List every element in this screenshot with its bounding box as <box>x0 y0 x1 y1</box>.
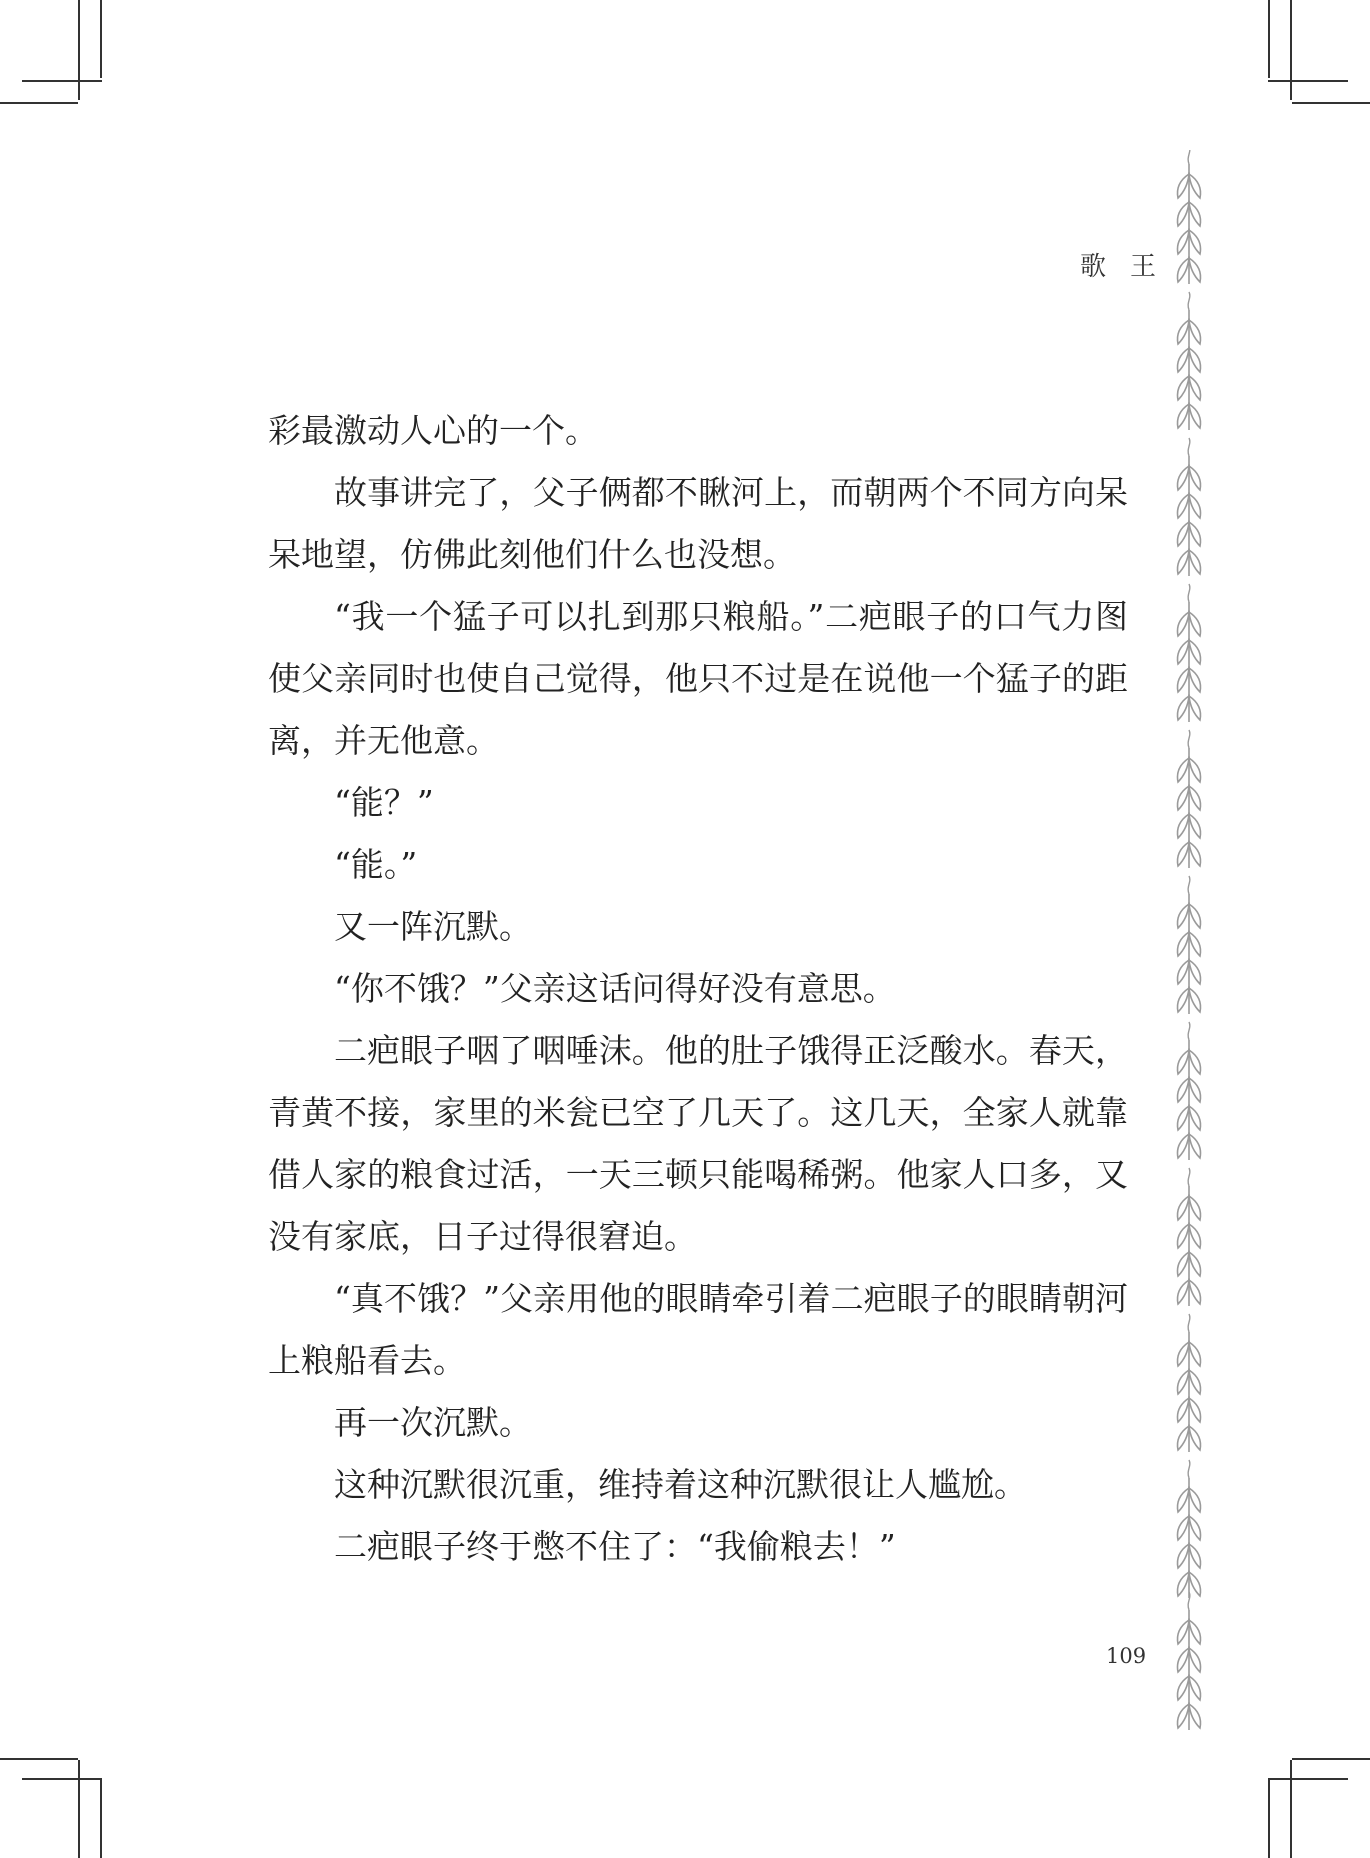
crop-mark-bottom-left-v <box>78 1760 80 1858</box>
paragraph-11: 这种沉默很沉重，维持着这种沉默很让人尴尬。 <box>334 1465 1027 1504</box>
crop-mark-top-left-h <box>22 80 102 82</box>
body-text <box>268 400 1128 1578</box>
page-number: 109 <box>1106 1644 1147 1668</box>
paragraph-6: 又一阵沉默。 <box>334 907 532 946</box>
crop-mark-bottom-left-v2 <box>100 1780 102 1858</box>
crop-mark-bottom-right-h2 <box>1268 1778 1348 1780</box>
paragraph-8: 二疤眼子咽了咽唾沫。他的肚子饿得正泛酸水。春天，青黄不接，家里的米瓮已空了几天了。这几天，全家人就靠借人家的粮食过活，一天三顿只能喝稀粥。他家人口多，又没有家底，日子过得很窘迫。 <box>268 1031 1128 1256</box>
crop-mark-top-right-v2 <box>1290 0 1292 100</box>
crop-mark-bottom-left-h <box>0 1758 78 1760</box>
crop-mark-bottom-right-v2 <box>1268 1780 1270 1858</box>
paragraph-3: “我一个猛子可以扎到那只粮船。”二疤眼子的口气力图使父亲同时也使自己觉得，他只不过是在说他一个猛子的距离，并无他意。 <box>268 597 1128 760</box>
paragraph-5: “能。” <box>334 845 418 884</box>
paragraph-7: “你不饿？”父亲这话问得好没有意思。 <box>334 969 896 1008</box>
paragraph-9: “真不饿？”父亲用他的眼睛牵引着二疤眼子的眼睛朝河上粮船看去。 <box>268 1279 1128 1380</box>
crop-mark-bottom-right-h <box>1292 1758 1370 1760</box>
paragraph-2: 故事讲完了，父子俩都不瞅河上，而朝两个不同方向呆呆地望，仿佛此刻他们什么也没想。 <box>268 473 1128 574</box>
crop-mark-top-left-v <box>100 0 102 78</box>
paragraph-12: 二疤眼子终于憋不住了：“我偷粮去！” <box>334 1527 896 1566</box>
crop-mark-top-left-h2 <box>0 102 78 104</box>
running-head <box>1080 246 1156 283</box>
crop-mark-top-right-h <box>1268 80 1348 82</box>
running-head-char-1: 歌 <box>1080 252 1107 282</box>
crop-mark-bottom-left-h2 <box>22 1778 102 1780</box>
paragraph-1: 彩最激动人心的一个。 <box>268 411 598 450</box>
running-head-char-2: 王 <box>1130 252 1157 282</box>
crop-mark-top-left-v2 <box>78 0 80 100</box>
crop-mark-top-right-v <box>1268 0 1270 78</box>
paragraph-10: 再一次沉默。 <box>334 1403 532 1442</box>
crop-mark-top-right-h2 <box>1292 102 1370 104</box>
leaf-vine-ornament-icon <box>1162 150 1216 1730</box>
crop-mark-bottom-right-v <box>1290 1760 1292 1858</box>
paragraph-4: “能？” <box>334 783 434 822</box>
